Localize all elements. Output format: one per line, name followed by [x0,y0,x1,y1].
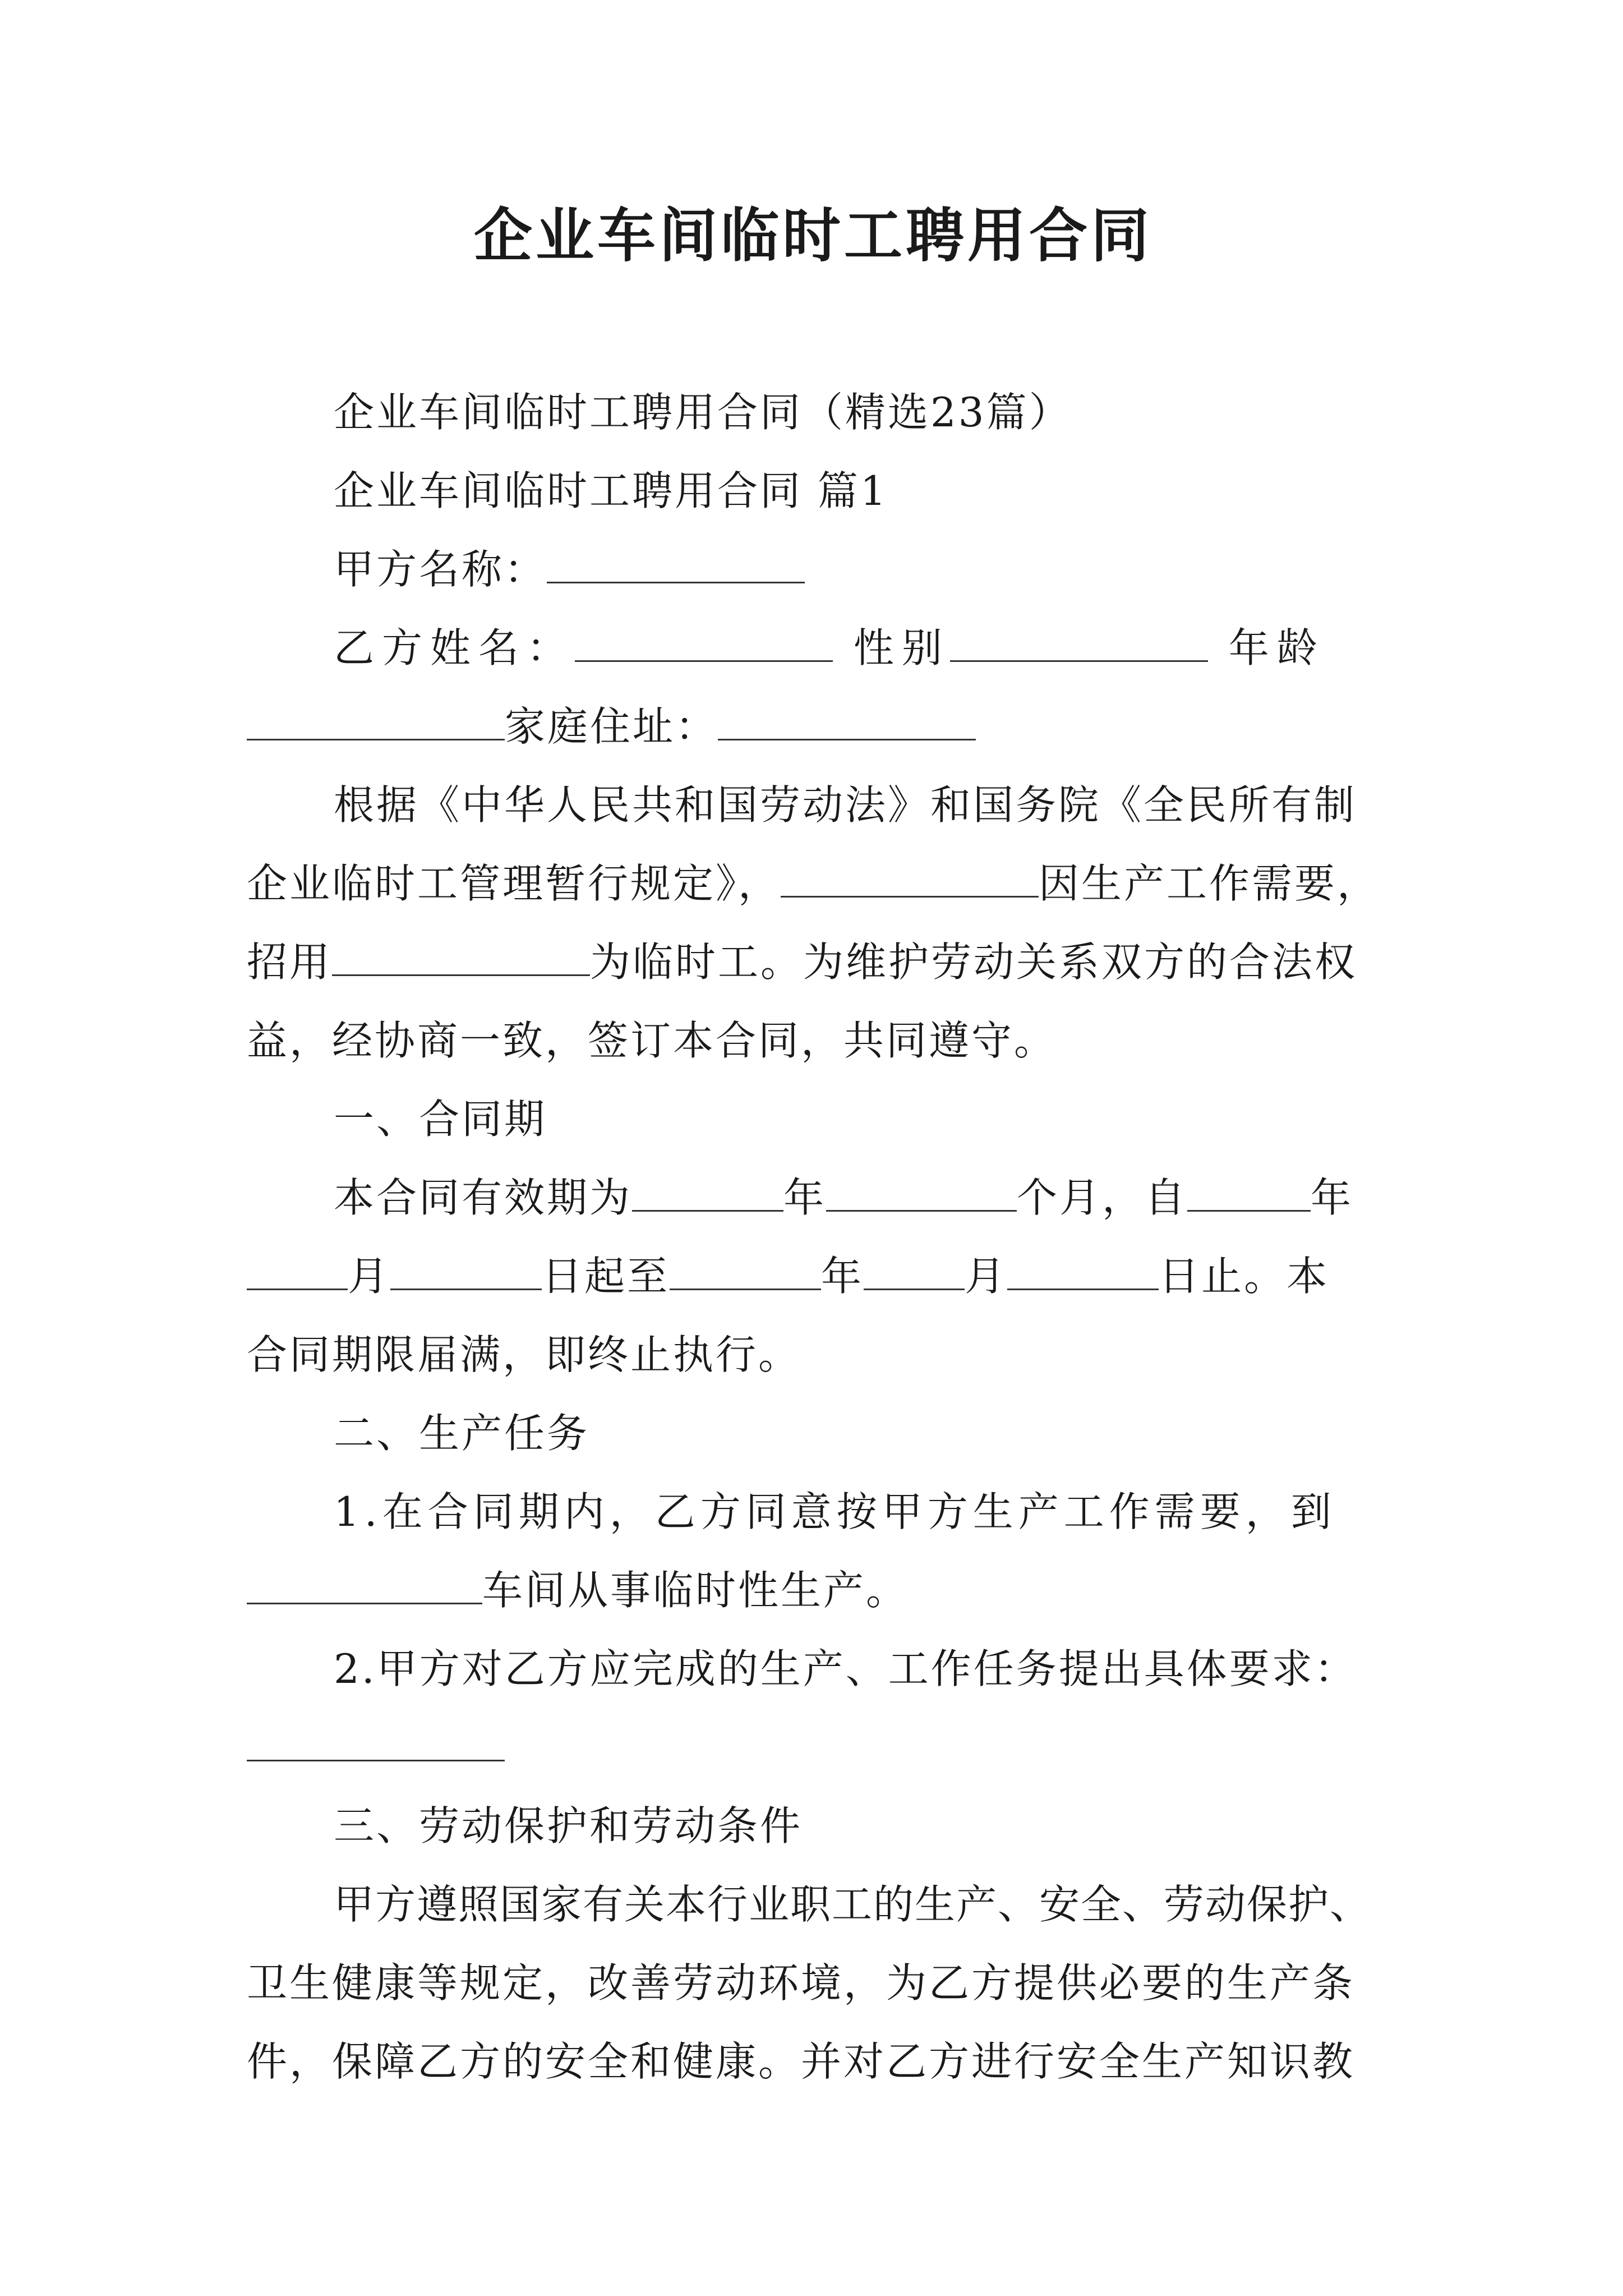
paragraph-1-text-3b: 为临时工。为维护劳动关系双方的合法权 [590,938,1358,986]
paragraph-1-text-3a: 招用 [247,938,333,986]
paragraph-2-line-2 [247,1245,1380,1307]
paragraph-1-text-2b: 因生产工作需要， [1039,860,1380,907]
party-a-line [247,539,1380,600]
end-year-blank[interactable] [670,1249,821,1290]
start-month-prefix-blank[interactable] [247,1249,348,1290]
paragraph-2-text-2c: 年 [821,1253,864,1300]
paragraph-1-line-2 [247,853,1380,914]
paragraph-1-line-1: 根据《中华人民共和国劳动法》和国务院《全民所有制 [334,781,1357,829]
paragraph-2-line-3: 合同期限届满，即终止执行。 [247,1331,801,1378]
start-year-blank[interactable] [1187,1171,1311,1212]
paragraph-1-line-3 [247,931,1380,993]
paragraph-2-text-2a: 月 [348,1253,391,1300]
task-requirements-blank[interactable] [247,1720,505,1761]
address-line [247,696,1380,757]
paragraph-2-text-2d: 月 [965,1253,1008,1300]
years-blank[interactable] [632,1171,783,1212]
workshop-blank[interactable] [247,1563,482,1604]
party-a-blank[interactable] [547,542,805,583]
employee-blank[interactable] [332,935,590,976]
start-day-blank[interactable] [390,1249,542,1290]
paragraph-5-line-1: 甲方遵照国家有关本行业职工的生产、安全、劳动保护、 [334,1881,1372,1928]
document-page [247,0,1380,2296]
paragraph-2-text-1c: 个月，自 [1017,1174,1188,1221]
paragraph-5-line-2: 卫生健康等规定，改善劳动环境，为乙方提供必要的生产条 [247,1959,1355,2007]
party-a-label: 甲方名称： [334,546,547,593]
paragraph-3-line-1: 1.在合同期内，乙方同意按甲方生产工作需要，到 [334,1488,1336,1535]
gender-label: 性别 [853,624,950,671]
document-title: 企业车间临时工聘用合同 [473,201,1152,270]
end-day-blank[interactable] [1007,1249,1159,1290]
paragraph-3-text-2: 车间从事临时性生产。 [482,1567,909,1614]
employer-blank[interactable] [781,857,1039,898]
gender-blank[interactable] [950,621,1208,662]
document-subtitle: 企业车间临时工聘用合同（精选23篇） [334,389,1072,436]
address-label: 家庭住址： [505,703,718,750]
heading-production-task: 二、生产任务 [334,1410,590,1457]
paragraph-4-line-2 [247,1717,1380,1778]
section-heading: 企业车间临时工聘用合同 篇1 [334,467,888,514]
paragraph-5-line-3: 件，保障乙方的安全和健康。并对乙方进行安全生产知识教 [247,2038,1355,2085]
paragraph-2-text-1d: 年 [1311,1174,1354,1221]
months-blank[interactable] [826,1171,1017,1212]
paragraph-2-text-2e: 日止。本 [1159,1253,1330,1300]
paragraph-2-text-2b: 日起至 [542,1253,670,1300]
address-blank[interactable] [718,700,976,740]
paragraph-1-line-4: 益，经协商一致，签订本合同，共同遵守。 [247,1017,1057,1064]
paragraph-3-line-2 [247,1559,1380,1621]
heading-contract-period: 一、合同期 [334,1096,547,1143]
party-b-name-blank[interactable] [575,621,833,662]
paragraph-2-text-1b: 年 [783,1174,827,1221]
age-blank[interactable] [247,700,505,740]
age-label: 年龄 [1228,624,1325,671]
party-b-name-label: 乙方姓名： [334,624,575,671]
paragraph-2-line-1 [247,1167,1380,1228]
end-month-blank[interactable] [864,1249,965,1290]
paragraph-1-text-2a: 企业临时工管理暂行规定》， [247,860,781,907]
paragraph-2-text-1a: 本合同有效期为 [334,1174,633,1221]
party-b-line [247,617,1380,679]
heading-labor-protection: 三、劳动保护和劳动条件 [334,1802,803,1849]
paragraph-4-line-1: 2.甲方对乙方应完成的生产、工作任务提出具体要求： [334,1645,1357,1692]
